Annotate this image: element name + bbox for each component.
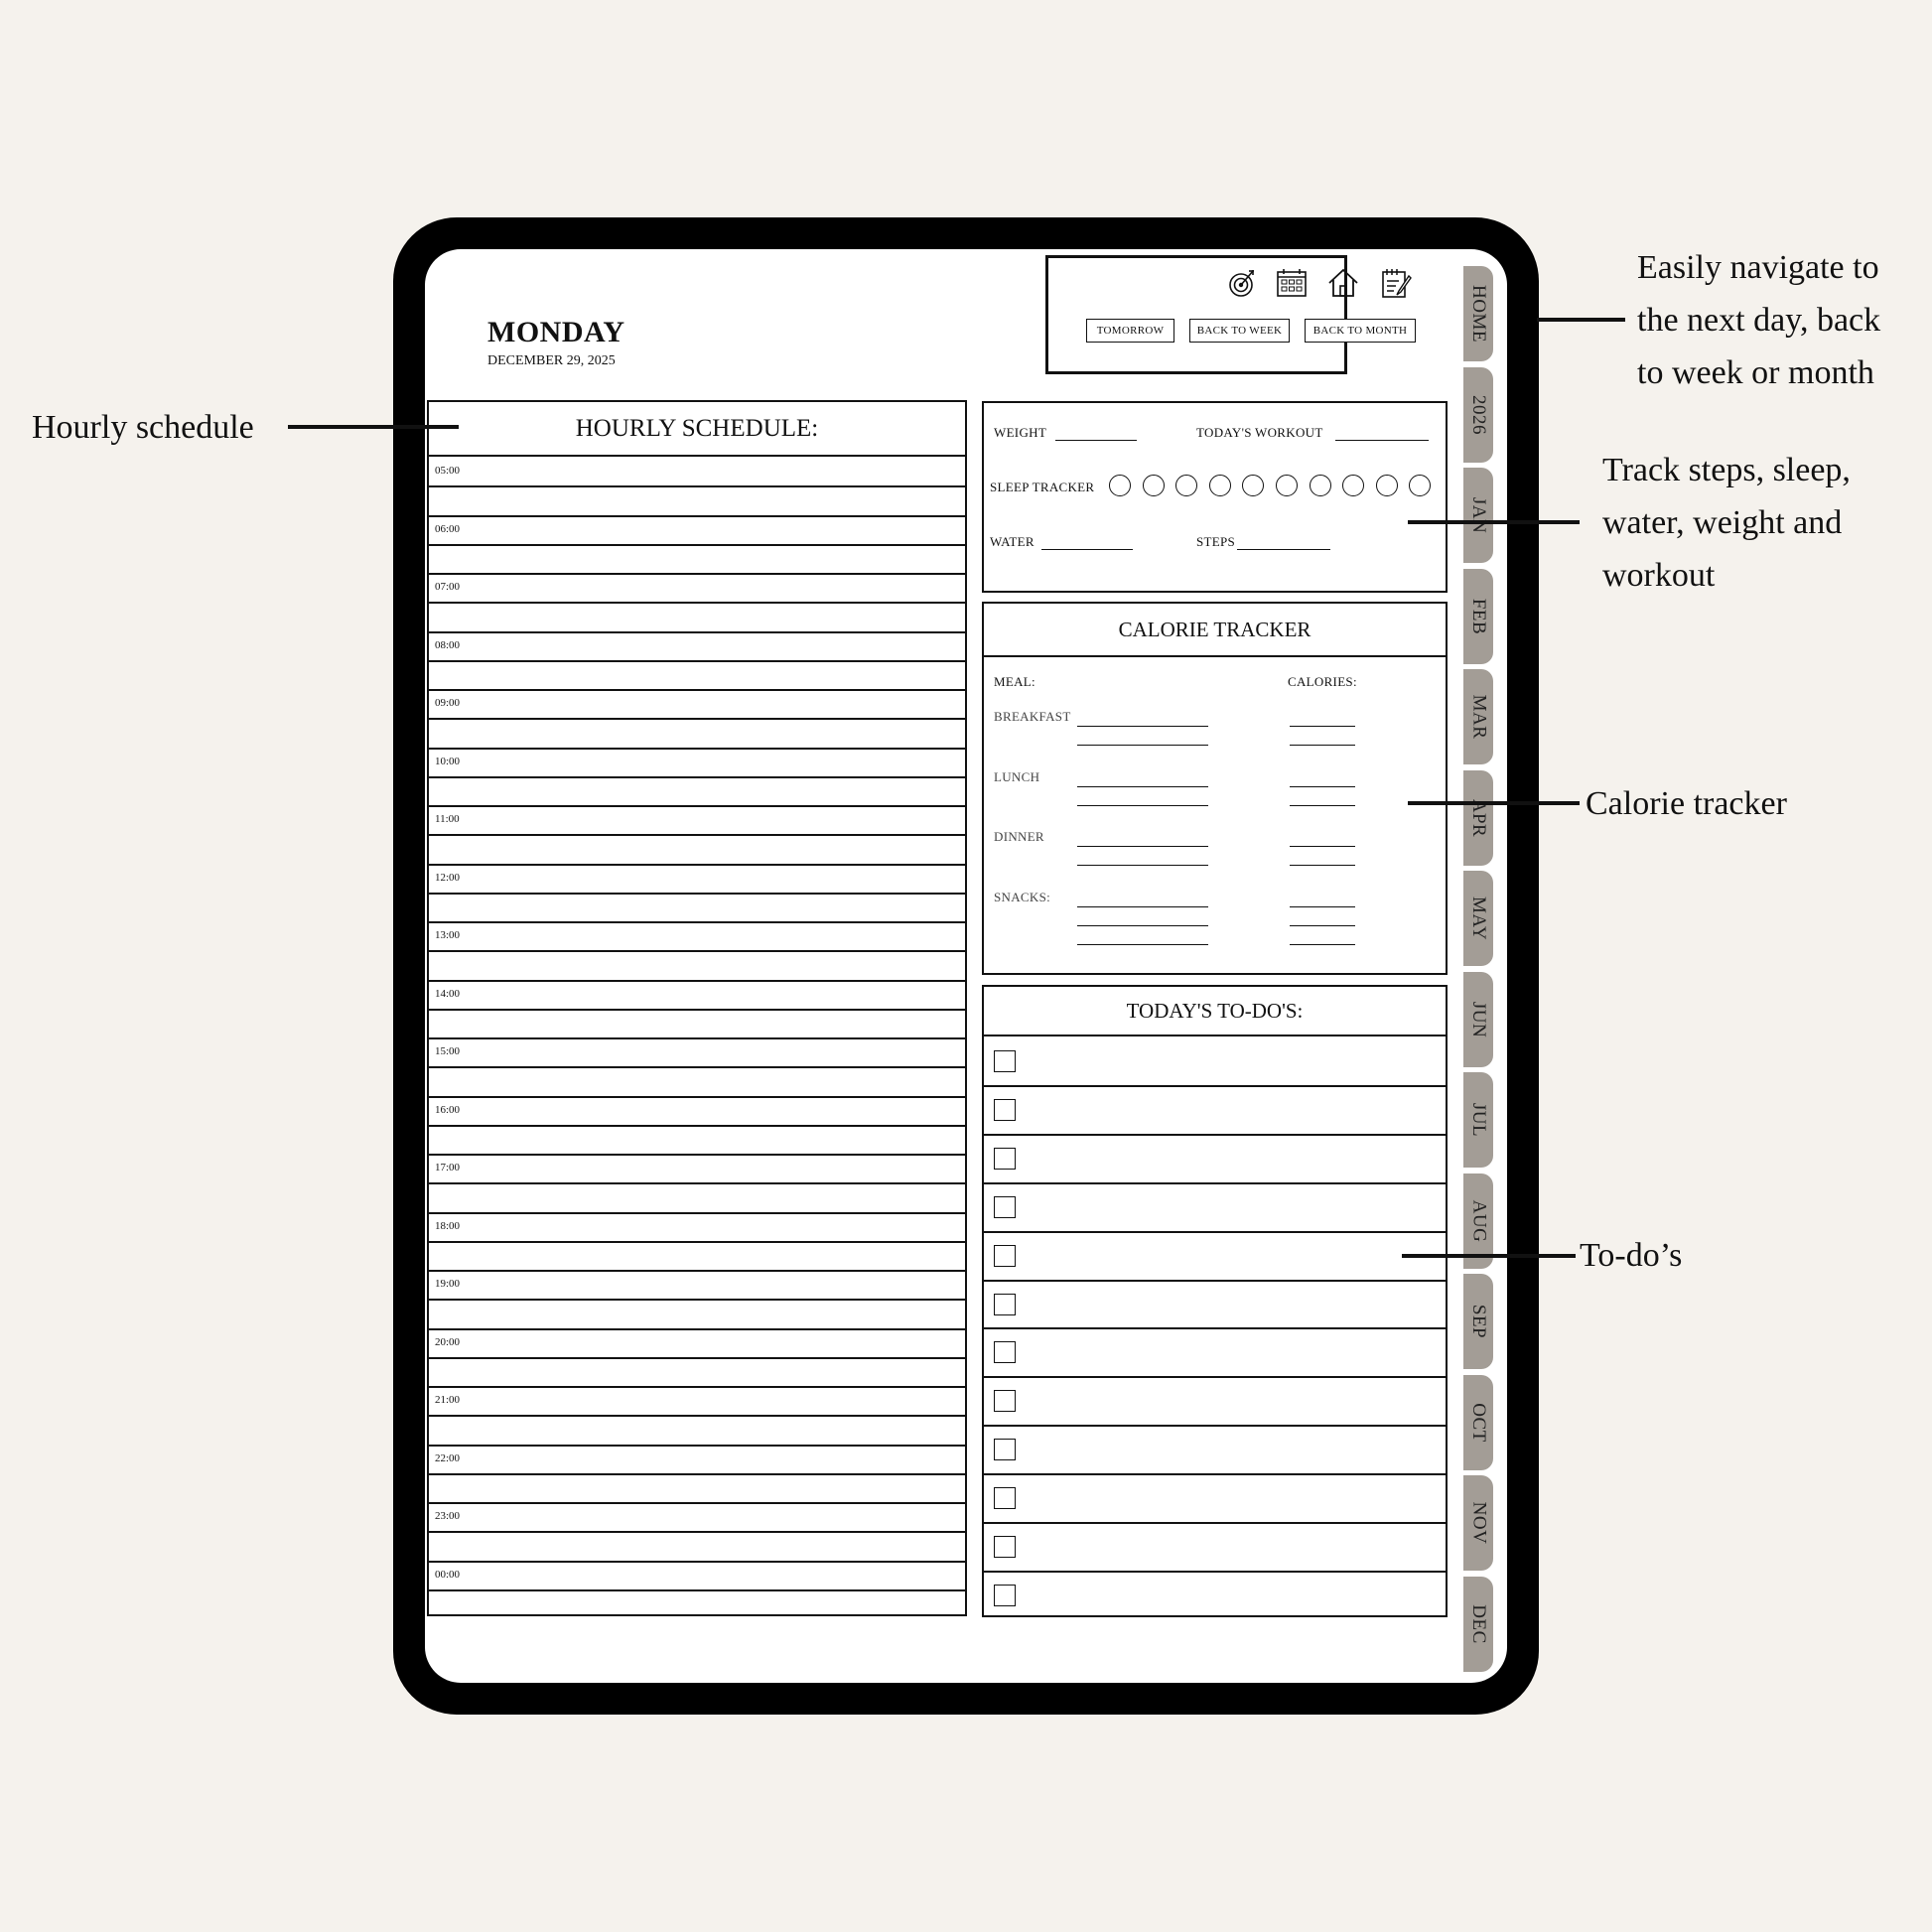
hour-label: 20:00 xyxy=(435,1335,461,1348)
todo-checkbox[interactable] xyxy=(994,1585,1016,1606)
todo-divider xyxy=(984,1522,1446,1524)
calorie-entry-line[interactable] xyxy=(1290,865,1355,866)
todo-divider xyxy=(984,1376,1446,1378)
todo-checkbox[interactable] xyxy=(994,1050,1016,1072)
hour-label: 22:00 xyxy=(435,1451,461,1464)
hourly-schedule xyxy=(427,400,967,1616)
todo-checkbox[interactable] xyxy=(994,1487,1016,1509)
todo-checkbox[interactable] xyxy=(994,1196,1016,1218)
hour-slot[interactable] xyxy=(429,1096,965,1155)
hour-label: 00:00 xyxy=(435,1568,461,1581)
calorie-entry-line[interactable] xyxy=(1290,726,1355,727)
hour-label: 17:00 xyxy=(435,1162,461,1173)
hour-slot[interactable] xyxy=(429,1154,965,1212)
connector-navigate xyxy=(1537,318,1625,322)
todo-checkbox[interactable] xyxy=(994,1148,1016,1170)
hour-slot[interactable] xyxy=(429,1212,965,1271)
sleep-circle[interactable] xyxy=(1310,475,1331,496)
hour-label: 19:00 xyxy=(435,1278,461,1290)
todo-checkbox[interactable] xyxy=(994,1341,1016,1363)
todo-divider xyxy=(984,1280,1446,1282)
hour-slot[interactable] xyxy=(429,1037,965,1096)
hour-slot[interactable] xyxy=(429,1561,965,1619)
connector-hourly xyxy=(288,425,459,429)
workout-label: TODAY'S WORKOUT xyxy=(1196,425,1323,440)
meal-label: DINNER xyxy=(994,829,1044,844)
calorie-entry-line[interactable] xyxy=(1290,786,1355,787)
callout-track-line: workout xyxy=(1602,557,1716,594)
hour-slot[interactable] xyxy=(429,515,965,574)
sleep-circle[interactable] xyxy=(1409,475,1431,496)
page-title: MONDAY xyxy=(487,316,625,348)
sleep-circle[interactable] xyxy=(1376,475,1398,496)
meal-label: LUNCH xyxy=(994,769,1040,784)
tab-label: HOME xyxy=(1468,285,1490,343)
tab-label: JUN xyxy=(1468,1001,1489,1037)
todo-checkbox[interactable] xyxy=(994,1245,1016,1267)
tab-label: APR xyxy=(1468,798,1489,837)
weight-label: WEIGHT xyxy=(994,425,1047,440)
tab-label: OCT xyxy=(1468,1402,1489,1443)
calorie-entry-line[interactable] xyxy=(1290,745,1355,746)
hour-slot[interactable] xyxy=(429,457,965,515)
sleep-circle[interactable] xyxy=(1276,475,1298,496)
todo-title: TODAY'S TO-DO'S: xyxy=(984,987,1446,1036)
hour-label: 05:00 xyxy=(435,465,461,477)
hour-label: 21:00 xyxy=(435,1394,461,1406)
tab-label: SEP xyxy=(1468,1304,1489,1339)
callout-calorie: Calorie tracker xyxy=(1586,785,1787,822)
sleep-circle[interactable] xyxy=(1175,475,1197,496)
sleep-circle[interactable] xyxy=(1209,475,1231,496)
meal-entry-line[interactable] xyxy=(1077,726,1208,727)
workout-input[interactable] xyxy=(1335,440,1429,441)
todo-checkbox[interactable] xyxy=(994,1439,1016,1460)
tab-home[interactable] xyxy=(1463,266,1493,361)
hour-slot[interactable] xyxy=(429,1386,965,1445)
hour-slot[interactable] xyxy=(429,689,965,748)
tab-apr[interactable] xyxy=(1463,770,1493,866)
planner-page xyxy=(425,249,1507,1683)
calorie-entry-line[interactable] xyxy=(1290,805,1355,806)
tab-nov[interactable] xyxy=(1463,1475,1493,1571)
back-to-week-button[interactable]: BACK TO WEEK xyxy=(1189,319,1290,343)
tab-mar[interactable] xyxy=(1463,669,1493,764)
hour-slot[interactable] xyxy=(429,864,965,922)
calorie-entry-line[interactable] xyxy=(1290,846,1355,847)
sleep-circle[interactable] xyxy=(1242,475,1264,496)
tab-feb[interactable] xyxy=(1463,569,1493,664)
hour-label: 15:00 xyxy=(435,1045,461,1057)
tab-label: AUG xyxy=(1468,1199,1490,1242)
hour-label: 07:00 xyxy=(435,581,461,593)
tab-2026[interactable] xyxy=(1463,367,1493,463)
meal-header: MEAL: xyxy=(994,674,1035,689)
health-tracker xyxy=(982,401,1448,593)
calorie-entry-line[interactable] xyxy=(1290,925,1355,926)
hour-slot[interactable] xyxy=(429,805,965,864)
callout-navigate xyxy=(1637,241,1880,399)
todo-divider xyxy=(984,1327,1446,1329)
tab-label: 2026 xyxy=(1468,394,1489,435)
hourly-schedule-title: HOURLY SCHEDULE: xyxy=(429,402,965,457)
hour-label: 10:00 xyxy=(435,755,461,767)
hour-label: 06:00 xyxy=(435,522,461,535)
target-icon[interactable] xyxy=(1224,266,1258,300)
back-to-month-button[interactable]: BACK TO MONTH xyxy=(1305,319,1416,343)
todo-divider xyxy=(984,1425,1446,1427)
hour-slot[interactable] xyxy=(429,1270,965,1328)
meal-label: BREAKFAST xyxy=(994,709,1071,724)
callout-track xyxy=(1602,444,1851,602)
meal-entry-line[interactable] xyxy=(1077,846,1208,847)
callout-navigate-line: the next day, back xyxy=(1637,302,1881,339)
sleep-circle[interactable] xyxy=(1143,475,1165,496)
meal-label: SNACKS: xyxy=(994,890,1051,904)
todo-checkbox[interactable] xyxy=(994,1099,1016,1121)
callout-navigate-line: Easily navigate to xyxy=(1637,249,1879,286)
callout-track-line: Track steps, sleep, xyxy=(1602,452,1851,488)
calorie-tracker-title: CALORIE TRACKER xyxy=(984,604,1446,657)
meal-entry-line[interactable] xyxy=(1077,745,1208,746)
notepad-icon[interactable] xyxy=(1379,266,1413,300)
callout-navigate-line: to week or month xyxy=(1637,354,1874,391)
tomorrow-button[interactable]: TOMORROW xyxy=(1086,319,1174,343)
tab-label: MAR xyxy=(1468,694,1490,740)
hour-label: 09:00 xyxy=(435,697,461,709)
water-input[interactable] xyxy=(1041,549,1133,550)
hour-slot[interactable] xyxy=(429,1445,965,1503)
water-label: WATER xyxy=(990,534,1035,549)
meal-entry-line[interactable] xyxy=(1077,786,1208,787)
tab-jul[interactable] xyxy=(1463,1072,1493,1168)
tab-label: JUL xyxy=(1468,1102,1490,1138)
meal-entry-line[interactable] xyxy=(1077,944,1208,945)
hour-slot[interactable] xyxy=(429,573,965,631)
tab-label: FEB xyxy=(1468,598,1490,634)
hour-label: 16:00 xyxy=(435,1103,461,1116)
calories-header: CALORIES: xyxy=(1288,674,1357,689)
todo-divider xyxy=(984,1231,1446,1233)
sleep-tracker-label: SLEEP TRACKER xyxy=(990,480,1095,494)
steps-label: STEPS xyxy=(1196,534,1236,549)
hour-label: 11:00 xyxy=(435,813,460,825)
todo-divider xyxy=(984,1134,1446,1136)
callout-hourly: Hourly schedule xyxy=(32,409,254,446)
hour-label: 08:00 xyxy=(435,638,461,651)
todo-divider xyxy=(984,1182,1446,1184)
hour-label: 14:00 xyxy=(435,987,461,1000)
callout-track-line: water, weight and xyxy=(1602,504,1843,541)
hour-slot[interactable] xyxy=(429,631,965,690)
todo-divider xyxy=(984,1571,1446,1573)
page-date: DECEMBER 29, 2025 xyxy=(487,353,616,368)
sleep-circle[interactable] xyxy=(1342,475,1364,496)
hour-slot[interactable] xyxy=(429,1502,965,1561)
connector-calorie xyxy=(1408,801,1580,805)
tab-oct[interactable] xyxy=(1463,1375,1493,1470)
hour-label: 18:00 xyxy=(435,1219,461,1232)
meal-entry-line[interactable] xyxy=(1077,865,1208,866)
tab-sep[interactable] xyxy=(1463,1274,1493,1369)
tab-label: JAN xyxy=(1468,496,1489,534)
hour-slot[interactable] xyxy=(429,921,965,980)
calendar-icon[interactable] xyxy=(1275,266,1309,300)
todo-checkbox[interactable] xyxy=(994,1390,1016,1412)
home-icon[interactable] xyxy=(1326,266,1360,300)
meal-entry-line[interactable] xyxy=(1077,805,1208,806)
hour-label: 23:00 xyxy=(435,1510,461,1522)
hour-slot[interactable] xyxy=(429,980,965,1038)
calorie-entry-line[interactable] xyxy=(1290,944,1355,945)
todo-divider xyxy=(984,1473,1446,1475)
todo-checkbox[interactable] xyxy=(994,1536,1016,1558)
todo-checkbox[interactable] xyxy=(994,1294,1016,1315)
callout-todos: To-do’s xyxy=(1580,1237,1683,1274)
weight-input[interactable] xyxy=(1055,440,1137,441)
tab-dec[interactable] xyxy=(1463,1577,1493,1672)
steps-input[interactable] xyxy=(1237,549,1330,550)
tab-jun[interactable] xyxy=(1463,972,1493,1067)
hour-slot[interactable] xyxy=(429,748,965,806)
tab-label: MAY xyxy=(1468,896,1489,941)
connector-todos xyxy=(1402,1254,1576,1258)
meal-entry-line[interactable] xyxy=(1077,906,1208,907)
calorie-entry-line[interactable] xyxy=(1290,906,1355,907)
connector-track xyxy=(1408,520,1580,524)
tab-label: NOV xyxy=(1468,1501,1490,1545)
todo-list xyxy=(982,985,1448,1617)
navigation-box xyxy=(1045,255,1408,374)
tab-jan[interactable] xyxy=(1463,468,1493,563)
meal-entry-line[interactable] xyxy=(1077,925,1208,926)
tab-may[interactable] xyxy=(1463,871,1493,966)
hour-slot[interactable] xyxy=(429,1328,965,1387)
calorie-tracker xyxy=(982,602,1448,975)
todo-divider xyxy=(984,1085,1446,1087)
hour-label: 12:00 xyxy=(435,871,461,884)
tab-label: DEC xyxy=(1468,1603,1489,1644)
sleep-circle[interactable] xyxy=(1109,475,1131,496)
hour-label: 13:00 xyxy=(435,929,461,941)
